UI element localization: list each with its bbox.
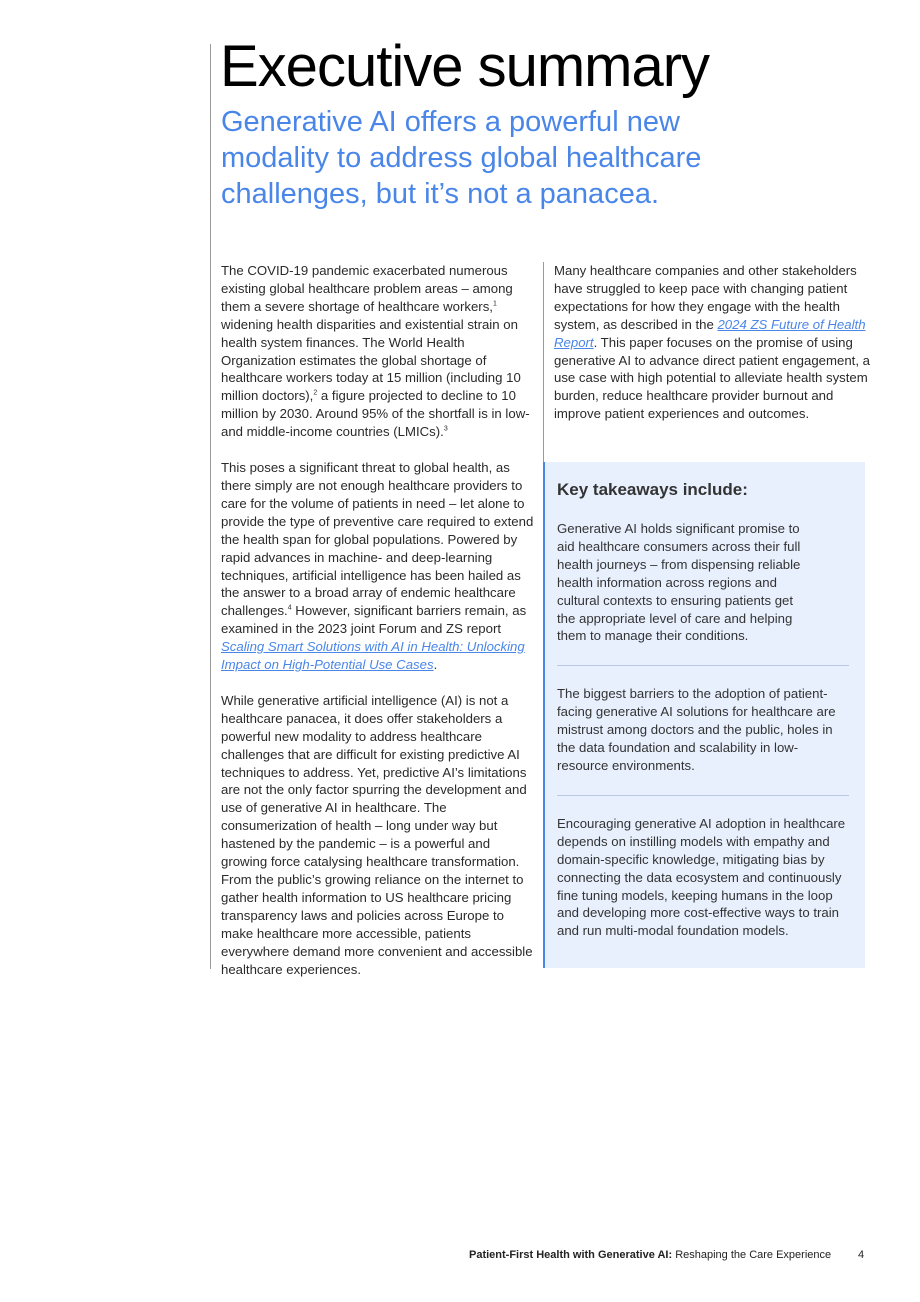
paragraph [554,262,870,423]
paragraph [221,262,535,441]
footnote-ref[interactable]: 3 [443,425,448,433]
footnote-ref[interactable]: 2 [313,389,318,397]
key-takeaways-box [543,462,865,968]
footnote-ref[interactable]: 1 [492,300,497,308]
footer-report-title [469,1249,831,1261]
paragraph-text: a figure projected to decline to 10 million by 2030. Around 95% of the shortfall is in low- and middle-income countries (LMICs). [221,388,530,440]
key-takeaways-heading: Key takeaways include: [557,480,748,499]
takeaway-item: Encouraging generative AI adoption in healthcare depends on instilling models with empathy and domain-specific knowledge, mitigating bias by connecting the data ecosystem and continuously fine tuning models, keeping humans in the loop and developing more cost-effective ways to train and run multi-modal foundation models. [557,815,846,939]
body-column-left [221,262,535,996]
paragraph-text: This poses a significant threat to global health, as there simply are not enough healthcare providers to care for the volume of patients in need – let alone to provide the type of preventive care required to extend the health span for global populations. Powered by rapid advances in machine- and deep-learning techniques, artificial intelligence has been hailed as the answer to a broad array of endemic healthcare challenges. [221,460,534,619]
body-column-right [554,262,870,441]
paragraph-text: The COVID-19 pandemic exacerbated numerous existing global healthcare problem areas – among them a severe shortage of healthcare workers, [221,263,513,314]
page-subtitle: Generative AI offers a powerful new modality to address global healthcare challenges, but it’s not a panacea. [221,106,702,210]
page-number: 4 [858,1249,865,1261]
divider [557,795,849,796]
future-of-health-link[interactable]: 2024 ZS Future of Health Report [554,316,866,350]
page-title: Executive summary [220,34,710,99]
footer-report-title-bold: Patient-First Health with Generative AI: [469,1249,673,1261]
paragraph-text: . This paper focuses on the promise of using generative AI to advance direct patient engagement, a use case with high potential to alleviate health system burden, reduce healthcare provider burnout and improve patient experiences and outcomes. [554,334,870,422]
footer-report-title-rest: Reshaping the Care Experience [672,1249,832,1261]
column-rule [543,262,544,462]
paragraph [221,459,535,674]
takeaway-item: The biggest barriers to the adoption of patient-facing generative AI solutions for healthcare are mistrust among doctors and the public, holes in the data foundation and scalability in low-resource environments. [557,686,836,773]
paragraph: While generative artificial intelligence (AI) is not a healthcare panacea, it does offer stakeholders a powerful new modality to address healthcare challenges that are difficult for existing predictive AI techniques to address. Yet, predictive AI’s limitations are not the only factor spurring the development and use of generative AI in healthcare. The consumerization of health – long under way but hastened by the pandemic – is a powerful and growing force catalysing healthcare transformation. From the public’s growing reliance on the internet to gather health information to US healthcare pricing transparency laws and policies across Europe to make healthcare more accessible, patients everywhere demand more convenient and accessible healthcare experiences. [221,692,533,977]
takeaway-item: Generative AI holds significant promise to aid healthcare consumers across their full health journeys – from dispensing reliable health information across regions and cultural contexts to ensuring patients get the appropriate level of care and helping them to manage their conditions. [557,521,801,644]
footnote-ref[interactable]: 4 [287,604,292,612]
paragraph-text: However, significant barriers remain, as examined in the 2023 joint Forum and ZS report [221,603,527,637]
paragraph-text: widening health disparities and existential strain on health system finances. The World Health Organization estimates the global shortage of healthcare workers today at 15 million (including 10 million doctors), [221,316,521,404]
paragraph-text: Many healthcare companies and other stakeholders have struggled to keep pace with changing patient expectations for how they engage with the health system, as described in the [554,263,857,332]
report-link[interactable]: Scaling Smart Solutions with AI in Health: Unlocking Impact on High-Potential Use Cases [221,639,525,673]
divider [557,665,849,666]
left-rule [210,44,211,969]
paragraph-text: . [433,657,438,673]
